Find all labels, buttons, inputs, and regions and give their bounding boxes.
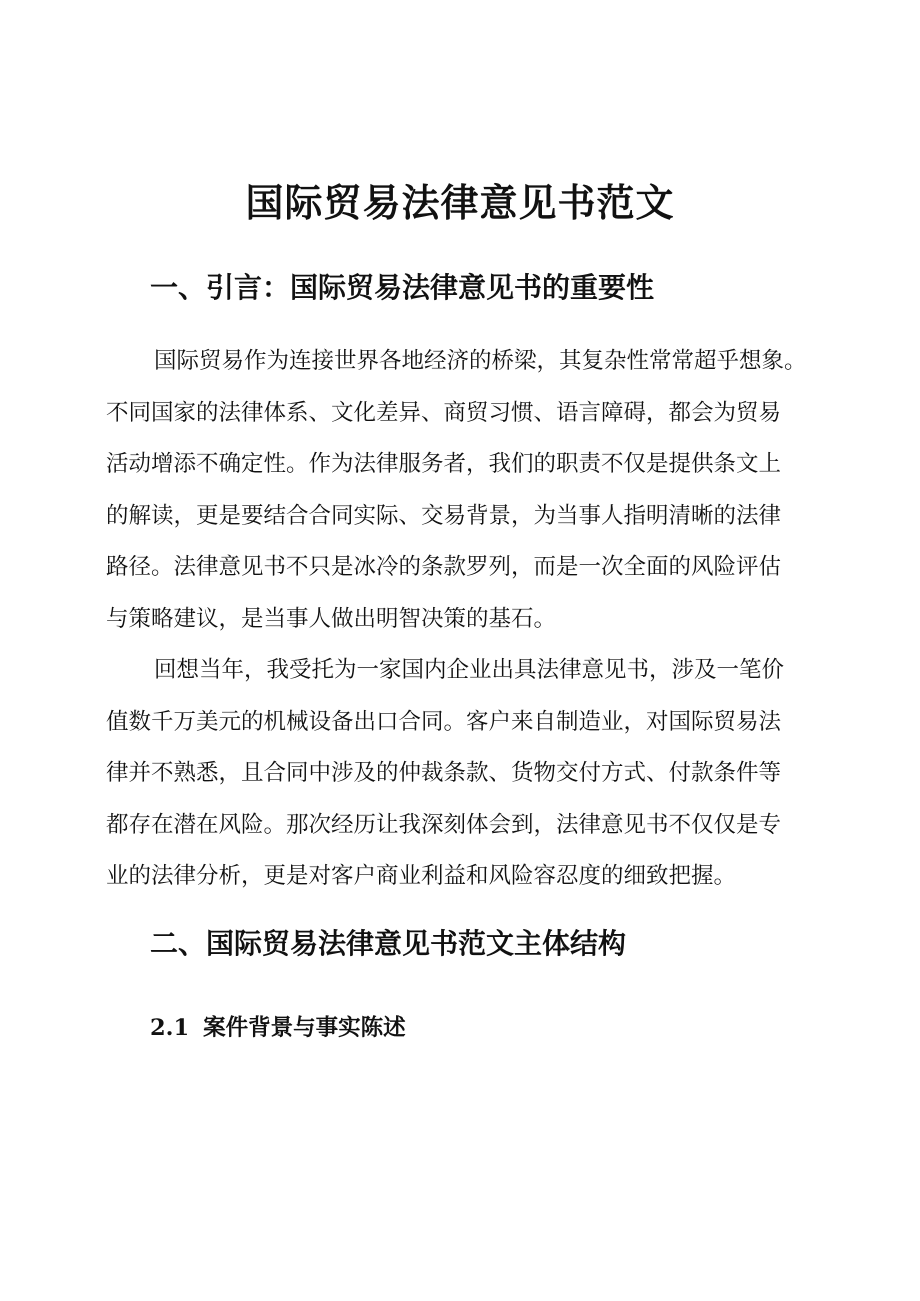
section-heading-introduction: 一、引言：国际贸易法律意见书的重要性 <box>150 271 655 304</box>
paragraph-line: 业的法律分析，更是对客户商业利益和风险容忍度的细致把握。 <box>106 863 737 889</box>
intro-paragraph-1 <box>106 336 816 645</box>
subsection-heading <box>150 1010 406 1046</box>
paragraph-line: 值数千万美元的机械设备出口合同。客户来自制造业，对国际贸易法 <box>106 708 782 735</box>
paragraph-line: 与策略建议，是当事人做出明智决策的基石。 <box>106 605 557 632</box>
paragraph-line: 都存在潜在风险。那次经历让我深刻体会到，法律意见书不仅仅是专 <box>106 811 782 838</box>
intro-paragraph-2 <box>106 645 816 903</box>
paragraph-line: 路径。法律意见书不只是冰冷的条款罗列，而是一次全面的风险评估 <box>106 554 782 580</box>
paragraph-line: 国际贸易作为连接世界各地经济的桥梁，其复杂性常常超乎想象。 <box>154 348 807 374</box>
section-heading-main-structure: 二、国际贸易法律意见书范文主体结构 <box>150 927 627 960</box>
paragraph-line: 律并不熟悉，且合同中涉及的仲裁条款、货物交付方式、付款条件等 <box>106 760 782 786</box>
document-title: 国际贸易法律意见书范文 <box>245 181 675 225</box>
subsection-title: 案件背景与事实陈述 <box>203 1015 406 1041</box>
paragraph-line: 活动增添不确定性。作为法律服务者，我们的职责不仅是提供条文上 <box>106 451 782 477</box>
paragraph-line: 的解读，更是要结合合同实际、交易背景，为当事人指明清晰的法律 <box>106 502 782 529</box>
paragraph-line: 回想当年，我受托为一家国内企业出具法律意见书，涉及一笔价 <box>154 657 785 683</box>
paragraph-line: 不同国家的法律体系、文化差异、商贸习惯、语言障碍，都会为贸易 <box>106 399 782 426</box>
subsection-number: 2.1 <box>150 1015 190 1041</box>
